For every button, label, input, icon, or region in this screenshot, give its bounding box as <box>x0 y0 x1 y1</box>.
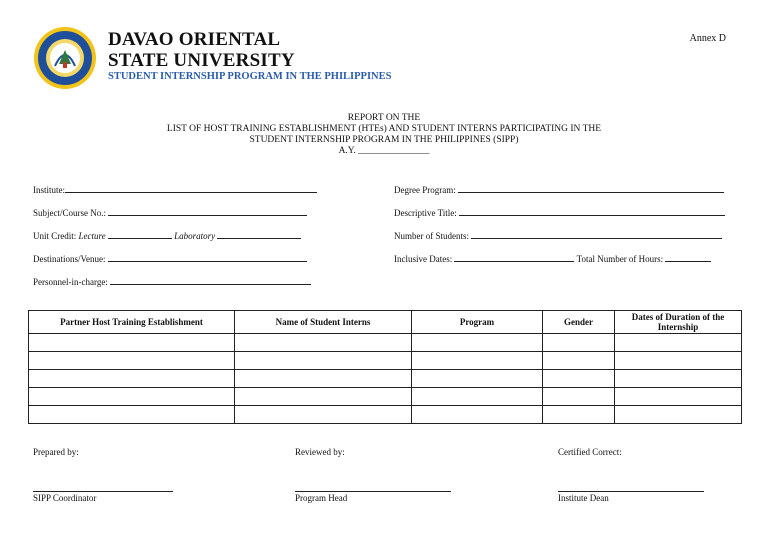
program-name: STUDENT INTERNSHIP PROGRAM IN THE PHILIPPINES <box>108 71 392 82</box>
inclusive-dates-line[interactable] <box>454 252 574 262</box>
annex-label: Annex D <box>689 33 726 44</box>
table-cell[interactable] <box>615 370 742 388</box>
table-cell[interactable] <box>235 352 412 370</box>
university-seal-logo <box>33 26 97 90</box>
num-students-label: Number of Students: <box>394 231 469 241</box>
prepared-by-label: Prepared by: <box>33 447 79 457</box>
table-cell[interactable] <box>235 334 412 352</box>
table-cell[interactable] <box>29 406 235 424</box>
table-cell[interactable] <box>29 334 235 352</box>
num-students-line[interactable] <box>471 229 722 239</box>
table-row <box>29 370 742 388</box>
reviewed-by-label: Reviewed by: <box>295 447 345 457</box>
table-cell[interactable] <box>543 388 615 406</box>
subject-label: Subject/Course No.: <box>33 208 106 218</box>
report-title-line1: REPORT ON THE <box>347 113 421 123</box>
destinations-line[interactable] <box>108 252 307 262</box>
table-row <box>29 406 742 424</box>
table-row <box>29 352 742 370</box>
total-hours-line[interactable] <box>665 252 711 262</box>
column-header-student-interns: Name of Student Interns <box>235 311 412 334</box>
descriptive-title-label: Descriptive Title: <box>394 208 457 218</box>
table-cell[interactable] <box>235 388 412 406</box>
table-cell[interactable] <box>615 406 742 424</box>
table-cell[interactable] <box>543 334 615 352</box>
table-cell[interactable] <box>412 334 543 352</box>
table-cell[interactable] <box>615 352 742 370</box>
university-name <box>108 29 295 71</box>
institute-dean-role: Institute Dean <box>558 493 609 503</box>
unit-credit-field[interactable] <box>33 229 301 241</box>
degree-program-field[interactable] <box>394 183 724 195</box>
personnel-line[interactable] <box>110 275 311 285</box>
program-head-role: Program Head <box>295 493 348 503</box>
num-students-field[interactable] <box>394 229 722 241</box>
destinations-label: Destinations/Venue: <box>33 254 106 264</box>
subject-line[interactable] <box>108 206 307 216</box>
coordinator-role: SIPP Coordinator <box>33 493 97 503</box>
coordinator-signature-line[interactable] <box>33 490 173 492</box>
institute-line[interactable] <box>65 183 317 193</box>
inclusive-dates-label: Inclusive Dates: <box>394 254 453 264</box>
table-cell[interactable] <box>543 406 615 424</box>
degree-program-line[interactable] <box>458 183 724 193</box>
unit-credit-label: Unit Credit: <box>33 231 77 241</box>
total-hours-label: Total Number of Hours: <box>576 254 664 264</box>
table-cell[interactable] <box>412 352 543 370</box>
certified-correct-label: Certified Correct: <box>558 447 622 457</box>
table-cell[interactable] <box>412 406 543 424</box>
personnel-label: Personnel-in-charge: <box>33 277 108 287</box>
table-row <box>29 334 742 352</box>
destinations-field[interactable] <box>33 252 307 264</box>
column-header-hte: Partner Host Training Establishment <box>29 311 235 334</box>
university-name-line1: DAVAO ORIENTAL <box>108 29 281 50</box>
degree-program-label: Degree Program: <box>394 185 456 195</box>
inclusive-dates-field[interactable] <box>394 252 711 264</box>
table-cell[interactable] <box>543 352 615 370</box>
table-header-row <box>29 311 742 334</box>
university-name-line2: STATE UNIVERSITY <box>108 50 295 71</box>
lecture-line[interactable] <box>108 229 172 239</box>
personnel-field[interactable] <box>33 275 311 287</box>
lecture-label: Lecture <box>78 231 106 241</box>
table-cell[interactable] <box>235 406 412 424</box>
report-title-line3: STUDENT INTERNSHIP PROGRAM IN THE PHILIPPINES (SIPP) <box>249 135 519 145</box>
dean-signature-line[interactable] <box>558 490 704 492</box>
column-header-gender: Gender <box>543 311 615 334</box>
laboratory-label: Laboratory <box>174 231 216 241</box>
table-cell[interactable] <box>615 388 742 406</box>
table-cell[interactable] <box>29 352 235 370</box>
column-header-program: Program <box>412 311 543 334</box>
table-cell[interactable] <box>615 334 742 352</box>
table-cell[interactable] <box>412 388 543 406</box>
laboratory-line[interactable] <box>217 229 301 239</box>
table-row <box>29 388 742 406</box>
subject-field[interactable] <box>33 206 307 218</box>
table-cell[interactable] <box>29 370 235 388</box>
report-title-line4: A.Y. _______________ <box>338 146 430 156</box>
descriptive-title-field[interactable] <box>394 206 725 218</box>
table-cell[interactable] <box>412 370 543 388</box>
table-cell[interactable] <box>235 370 412 388</box>
descriptive-title-line[interactable] <box>459 206 725 216</box>
program-head-signature-line[interactable] <box>295 490 451 492</box>
institute-label: Institute: <box>33 185 65 195</box>
hte-interns-table <box>28 310 742 424</box>
table-cell[interactable] <box>29 388 235 406</box>
report-title-line2: LIST OF HOST TRAINING ESTABLISHMENT (HTEs) AND STUDENT INTERNS PARTICIPATING IN THE <box>166 124 602 134</box>
table-cell[interactable] <box>543 370 615 388</box>
column-header-dates: Dates of Duration of the Internship <box>615 311 742 334</box>
institute-field[interactable] <box>33 183 317 195</box>
